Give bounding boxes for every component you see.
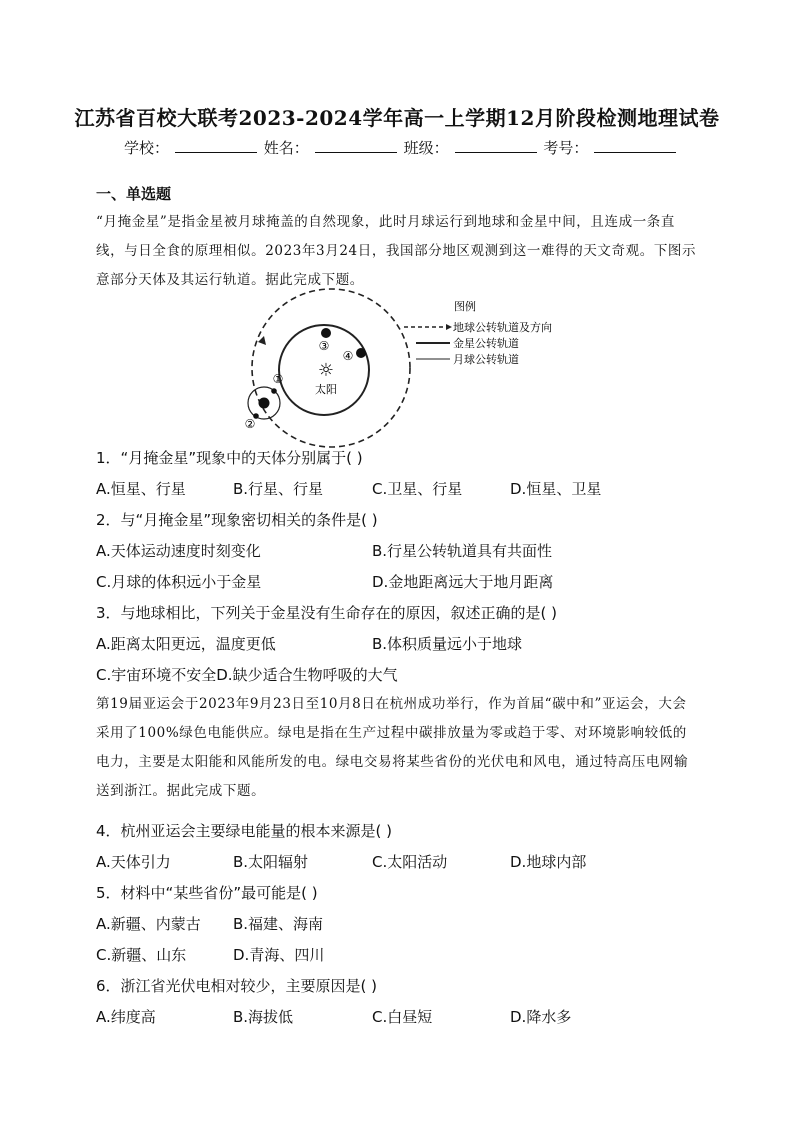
class-blank[interactable] <box>455 138 537 153</box>
section-heading: 一、单选题 <box>96 185 172 203</box>
direction-arrow-icon <box>258 336 266 345</box>
q5-option-b[interactable]: B.福建、海南 <box>233 915 324 933</box>
marker-1: ① <box>272 372 284 386</box>
moon-position-1 <box>271 388 277 394</box>
q2-option-c[interactable]: C.月球的体积远小于金星 <box>96 573 262 591</box>
q4-option-c[interactable]: C.太阳活动 <box>372 853 448 871</box>
marker-2: ② <box>244 417 256 431</box>
passage-moon-venus: “月掩金星”是指金星被月球掩盖的自然现象，此时月球运行到地球和金星中间，且连成一条直线，与日全食的原理相似。2023年3月24日，我国部分地区观测到这一难得的天文奇观。下图示意部分天体及其运行轨道。据此完成下题。 <box>96 214 697 288</box>
q2-option-a[interactable]: A.天体运动速度时刻变化 <box>96 542 261 560</box>
school-blank[interactable] <box>175 138 257 153</box>
question-2-stem: 2．与“月掩金星”现象密切相关的条件是( ) <box>96 511 378 529</box>
sun-label: 太阳 <box>315 383 337 396</box>
legend-arrow-icon <box>446 324 452 330</box>
class-label: 班级： <box>403 139 449 157</box>
q6-option-d[interactable]: D.降水多 <box>510 1008 572 1026</box>
school-label: 学校： <box>124 139 170 157</box>
venus-position-3 <box>321 328 331 338</box>
q1-option-d[interactable]: D.恒星、卫星 <box>510 480 602 498</box>
q5-option-c[interactable]: C.新疆、山东 <box>96 946 187 964</box>
question-3-stem: 3．与地球相比，下列关于金星没有生命存在的原因，叙述正确的是( ) <box>96 604 558 622</box>
name-label: 姓名： <box>263 139 309 157</box>
earth <box>259 398 270 409</box>
q3-option-c[interactable]: C.宇宙环境不安全 <box>96 666 217 684</box>
orbit-diagram <box>236 296 552 446</box>
q3-option-b[interactable]: B.体积质量远小于地球 <box>372 635 523 653</box>
q5-option-d[interactable]: D.青海、四川 <box>233 946 325 964</box>
q2-option-d[interactable]: D.金地距离远大于地月距离 <box>372 573 554 591</box>
legend-venus-orbit: 金星公转轨道 <box>453 337 519 350</box>
q2-option-b[interactable]: B.行星公转轨道具有共面性 <box>372 542 553 560</box>
sun-icon: ☼ <box>317 360 335 381</box>
q1-option-a[interactable]: A.恒星、行星 <box>96 480 186 498</box>
q3-option-a[interactable]: A.距离太阳更远，温度更低 <box>96 635 276 653</box>
passage-asian-games: 第19届亚运会于2023年9月23日至10月8日在杭州成功举行，作为首届“碳中和”亚运会，大会采用了100%绿色电能供应。绿电是指在生产过程中碳排放量为零或趋于零、对环境影响较低的电力，主要是太阳能和风能所发的电。绿电交易将某些省份的光伏电和风电，通过特高压电网输送到浙江。据此完成下题。 <box>96 696 689 799</box>
name-blank[interactable] <box>315 138 397 153</box>
q4-option-d[interactable]: D.地球内部 <box>510 853 587 871</box>
q1-option-c[interactable]: C.卫星、行星 <box>372 480 463 498</box>
id-label: 考号： <box>543 139 589 157</box>
q1-option-b[interactable]: B.行星、行星 <box>233 480 324 498</box>
legend-title: 图例 <box>454 300 476 313</box>
question-5-stem: 5．材料中“某些省份”最可能是( ) <box>96 884 318 902</box>
venus-position-4 <box>356 348 366 358</box>
q6-option-b[interactable]: B.海拔低 <box>233 1008 294 1026</box>
legend-earth-orbit: 地球公转轨道及方向 <box>453 321 552 334</box>
id-blank[interactable] <box>594 138 676 153</box>
question-1-stem: 1．“月掩金星”现象中的天体分别属于( ) <box>96 449 363 467</box>
q6-option-a[interactable]: A.纬度高 <box>96 1008 156 1026</box>
exam-title: 江苏省百校大联考2023-2024学年高一上学期12月阶段检测地理试卷 <box>74 106 720 130</box>
student-info-line <box>124 137 678 158</box>
q6-option-c[interactable]: C.白昼短 <box>372 1008 433 1026</box>
q3-option-d[interactable]: D.缺少适合生物呼吸的大气 <box>216 666 398 684</box>
question-4-stem: 4．杭州亚运会主要绿电能量的根本来源是( ) <box>96 822 393 840</box>
q4-option-b[interactable]: B.太阳辐射 <box>233 853 309 871</box>
marker-4: ④ <box>342 349 354 363</box>
legend-moon-orbit: 月球公转轨道 <box>453 353 519 366</box>
marker-3: ③ <box>318 339 330 353</box>
question-6-stem: 6．浙江省光伏电相对较少，主要原因是( ) <box>96 977 378 995</box>
q4-option-a[interactable]: A.天体引力 <box>96 853 171 871</box>
q5-option-a[interactable]: A.新疆、内蒙古 <box>96 915 201 933</box>
q3-option-cd-line <box>96 664 398 685</box>
